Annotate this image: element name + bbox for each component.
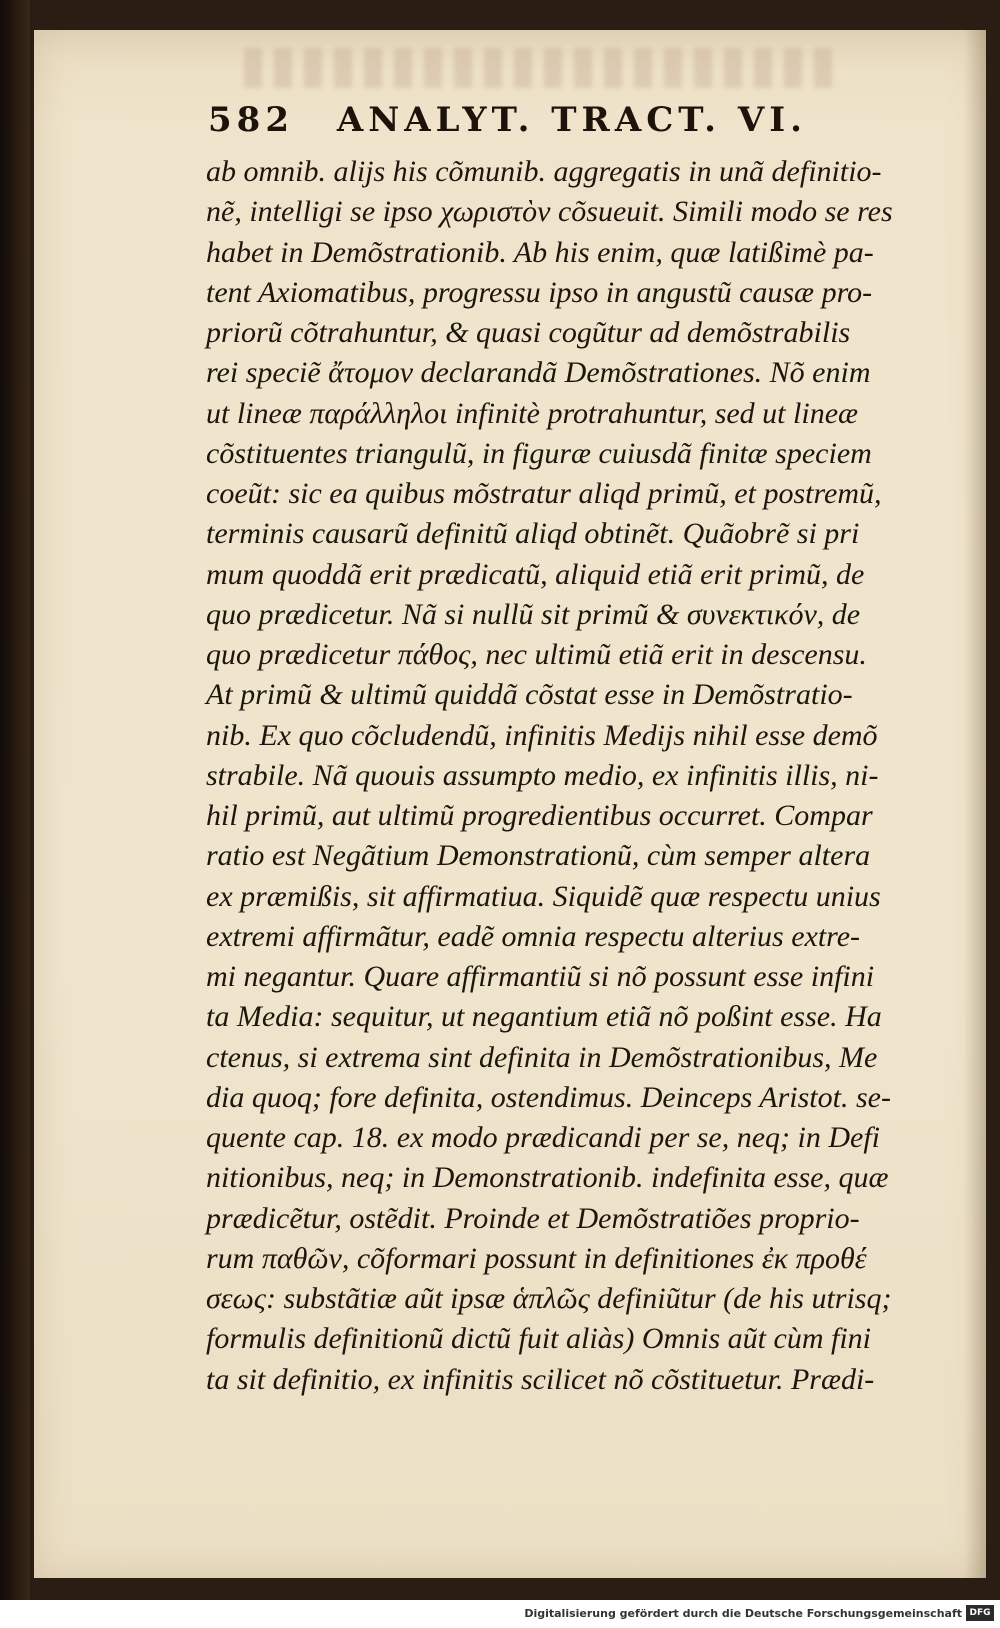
running-title: ANALYT. TRACT. VI. xyxy=(336,100,807,140)
running-head xyxy=(208,100,908,150)
text-line: ratio est Negãtium Demonstrationũ, cùm semper altera xyxy=(206,839,871,873)
text-line: priorũ cõtrahuntur, & quasi cogũtur ad demõstrabilis xyxy=(206,316,851,349)
text-line: mi negantur. Quare affirmantiũ si nõ possunt esse infini xyxy=(206,960,875,993)
text-line: cõstituentes triangulũ, in figuræ cuiusdã finitæ speciem xyxy=(206,436,872,470)
text-line: coeũt: sic ea quibus mõstratur aliqd primũ, et postremũ, xyxy=(206,477,882,510)
text-line: quo prædicetur. Nã si nullũ sit primũ & συνεκτικόν, de xyxy=(206,597,861,631)
text-line: rei speciẽ ἄτομον declarandã Demõstrationes. Nõ enim xyxy=(206,356,871,390)
body-text xyxy=(206,152,906,1400)
text-line: rum παθῶν, cõformari possunt in definitiones ἐκ προθέ xyxy=(206,1241,867,1275)
text-line: formulis definitionũ dictũ fuit aliàs) Omnis aũt cùm fini xyxy=(206,1322,871,1356)
text-line: At primũ & ultimũ quiddã cõstat esse in Demõstratio- xyxy=(206,678,853,712)
text-line: dia quoq; fore definita, ostendimus. Deinceps Aristot. se- xyxy=(206,1080,891,1114)
text-line: terminis causarũ definitũ aliqd obtinẽt. Quãobrẽ si pri xyxy=(206,517,860,551)
text-line: ab omnib. alijs his cõmunib. aggregatis in unã definitio- xyxy=(206,155,882,188)
page-number: 582 xyxy=(208,100,294,140)
text-line: nitionibus, neq; in Demonstrationib. indefinita esse, quæ xyxy=(206,1161,889,1195)
text-line: extremi affirmãtur, eadẽ omnia respectu alterius extre- xyxy=(206,919,861,953)
text-line: prædicẽtur, ostẽdit. Proinde et Demõstratiões proprio- xyxy=(206,1201,860,1235)
text-line: hil primũ, aut ultimũ progredientibus occurret. Compar xyxy=(206,799,873,832)
text-line: ta Media: sequitur, ut negantium etiã nõ poßint esse. Ha xyxy=(206,1000,882,1034)
dfg-logo-icon: DFG xyxy=(966,1605,994,1621)
text-line: quente cap. 18. ex modo prædicandi per se, neq; in Defi xyxy=(206,1121,881,1154)
text-line: nẽ, intelligi se ipso χωριστὸν cõsueuit. Simili modo se res xyxy=(206,195,893,229)
text-line: nib. Ex quo cõcludendũ, infinitis Medijs nihil esse demõ xyxy=(206,718,878,752)
text-line: tent Axiomatibus, progressu ipso in angustũ causæ pro- xyxy=(206,275,873,309)
bleed-through-marks xyxy=(244,48,844,88)
text-line: habet in Demõstrationib. Ab his enim, quæ latißimè pa- xyxy=(206,235,874,269)
text-line: ta sit definitio, ex infinitis scilicet nõ cõstituetur. Prædi- xyxy=(206,1362,875,1396)
text-line: mum quoddã erit prædicatũ, aliquid etiã erit primũ, de xyxy=(206,557,865,591)
footer-bar xyxy=(0,1600,1000,1628)
text-line: ex præmißis, sit affirmatiua. Siquidẽ quæ respectu unius xyxy=(206,879,881,913)
text-line: ctenus, si extrema sint definita in Demõstrationibus, Me xyxy=(206,1040,878,1074)
text-line: quo prædicetur πάθος, nec ultimũ etiã erit in descensu. xyxy=(206,638,867,671)
text-line: strabile. Nã quouis assumpto medio, ex infinitis illis, ni- xyxy=(206,758,879,792)
text-line: σεως: substãtiæ aũt ipsæ ἁπλῶς definiũtur (de his utrisq; xyxy=(206,1282,892,1315)
funding-note: Digitalisierung gefördert durch die Deutsche Forschungsgemeinschaft xyxy=(524,1607,962,1620)
text-line: ut lineæ παράλληλοι infinitè protrahuntur, sed ut lineæ xyxy=(206,396,859,430)
